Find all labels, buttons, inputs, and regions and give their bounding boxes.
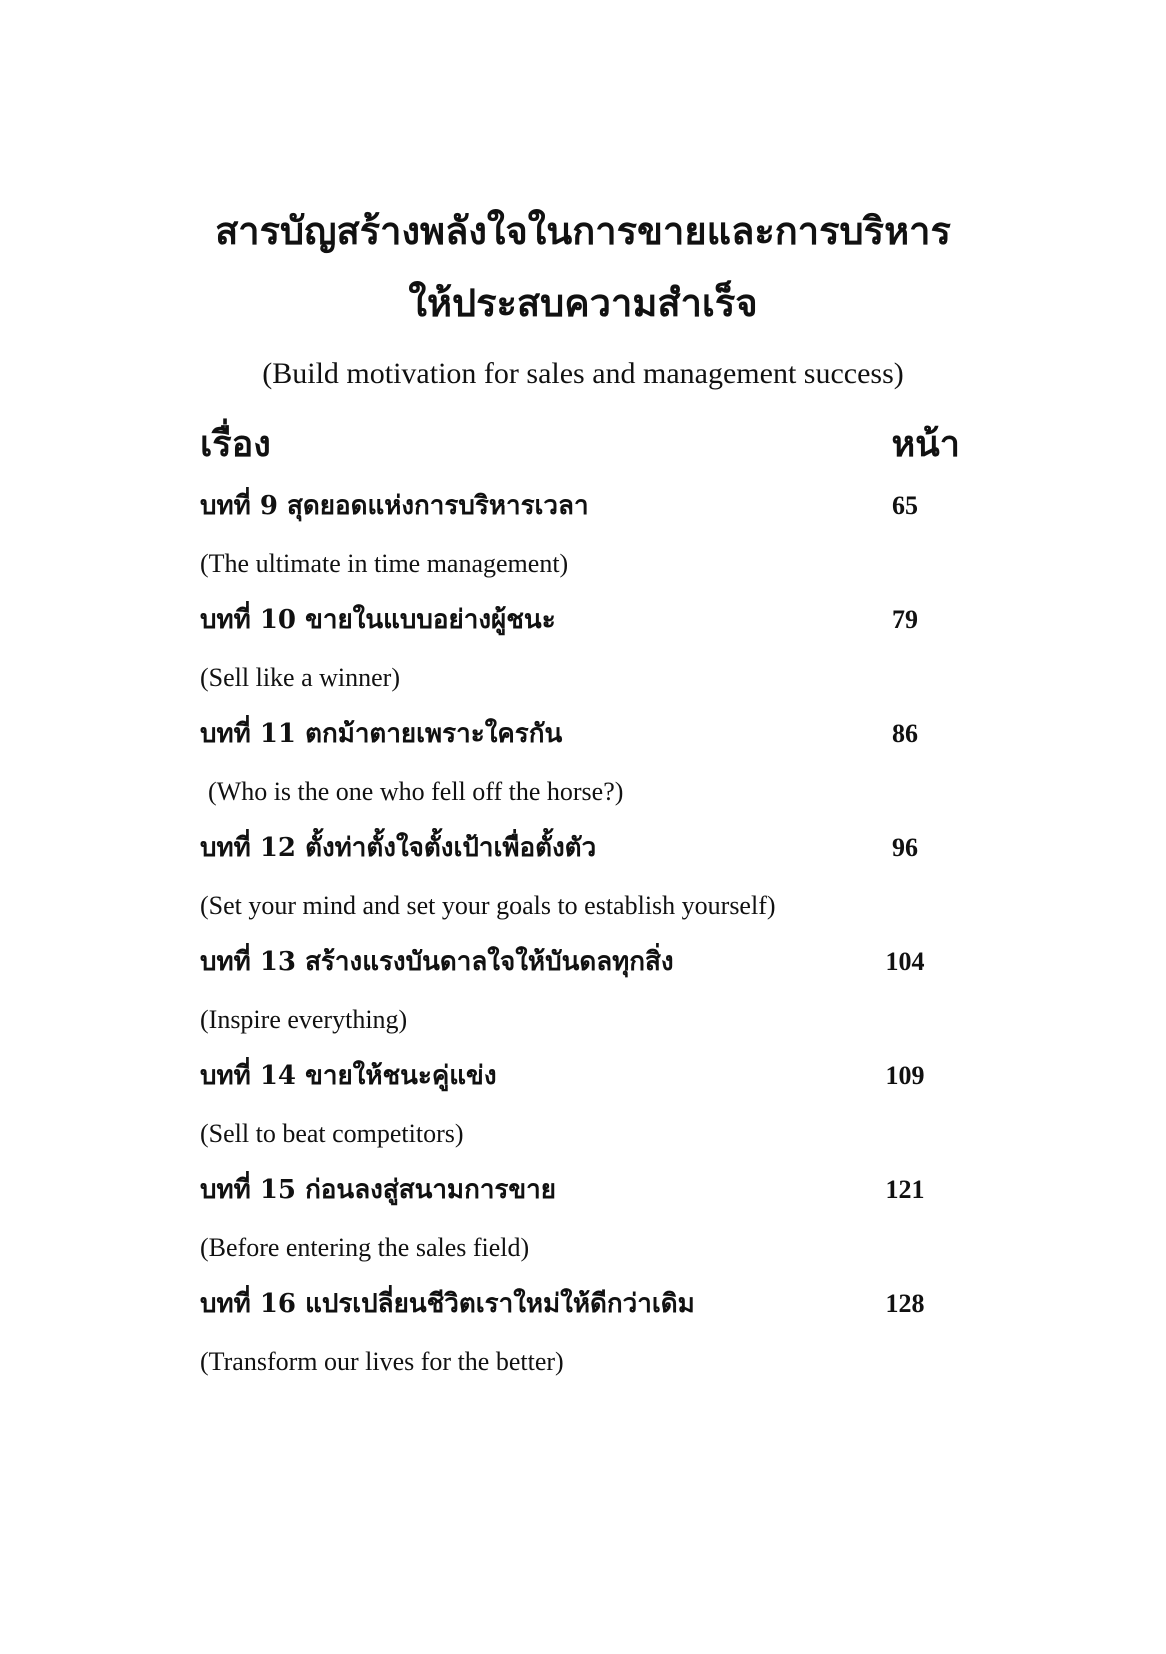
toc-entry-chapter-10	[200, 598, 960, 712]
toc-entry-chapter-13	[200, 940, 960, 1054]
chapter-english-title: (Inspire everything)	[200, 1005, 408, 1034]
toc-entry-chapter-15	[200, 1168, 960, 1282]
toc-title-line-2: ให้ประสบความสำเร็จ	[408, 280, 758, 325]
page-number: 109	[885, 1061, 925, 1090]
toc-subtitle: (Build motivation for sales and management success)	[262, 357, 904, 390]
chapter-english-title: (Sell to beat competitors)	[200, 1119, 464, 1148]
toc-entry-chapter-9	[200, 484, 960, 598]
page-number: 104	[885, 947, 925, 976]
chapter-title: บทที่ 14 ขายให้ชนะคู่แข่ง	[200, 1061, 497, 1091]
page-number: 128	[885, 1289, 925, 1318]
page-column-header: หน้า	[891, 423, 960, 465]
page-number: 79	[892, 605, 918, 634]
subject-column-header: เรื่อง	[200, 423, 271, 465]
page-number: 96	[892, 833, 918, 862]
toc-list	[200, 484, 960, 1396]
chapter-title: บทที่ 10 ขายในแบบอย่างผู้ชนะ	[200, 605, 556, 635]
toc-entry-chapter-14	[200, 1054, 960, 1168]
toc-entry-chapter-11	[200, 712, 960, 826]
chapter-english-title: (Sell like a winner)	[200, 663, 400, 692]
chapter-english-title: (Before entering the sales field)	[200, 1233, 530, 1262]
chapter-english-title: (Transform our lives for the better)	[200, 1347, 564, 1376]
chapter-english-title: (Who is the one who fell off the horse?)	[208, 777, 624, 806]
chapter-title: บทที่ 12 ตั้งท่าตั้งใจตั้งเป้าเพื่อตั้งตัว	[200, 833, 597, 863]
chapter-title: บทที่ 16 แปรเปลี่ยนชีวิตเราใหม่ให้ดีกว่าเดิม	[200, 1289, 695, 1319]
chapter-title: บทที่ 15 ก่อนลงสู่สนามการขาย	[200, 1175, 556, 1205]
chapter-title: บทที่ 11 ตกม้าตายเพราะใครกัน	[200, 719, 563, 749]
chapter-title: บทที่ 13 สร้างแรงบันดาลใจให้บันดลทุกสิ่ง	[200, 947, 674, 977]
page-number: 65	[892, 491, 918, 520]
page-number: 86	[892, 719, 918, 748]
toc-title-line-1: สารบัญสร้างพลังใจในการขายและการบริหาร	[215, 208, 951, 253]
chapter-english-title: (Set your mind and set your goals to establish yourself)	[200, 891, 776, 920]
chapter-english-title: (The ultimate in time management)	[200, 549, 569, 578]
page-number: 121	[885, 1175, 925, 1204]
toc-entry-chapter-16	[200, 1282, 960, 1396]
chapter-title: บทที่ 9 สุดยอดแห่งการบริหารเวลา	[200, 491, 589, 521]
toc-entry-chapter-12	[200, 826, 960, 940]
